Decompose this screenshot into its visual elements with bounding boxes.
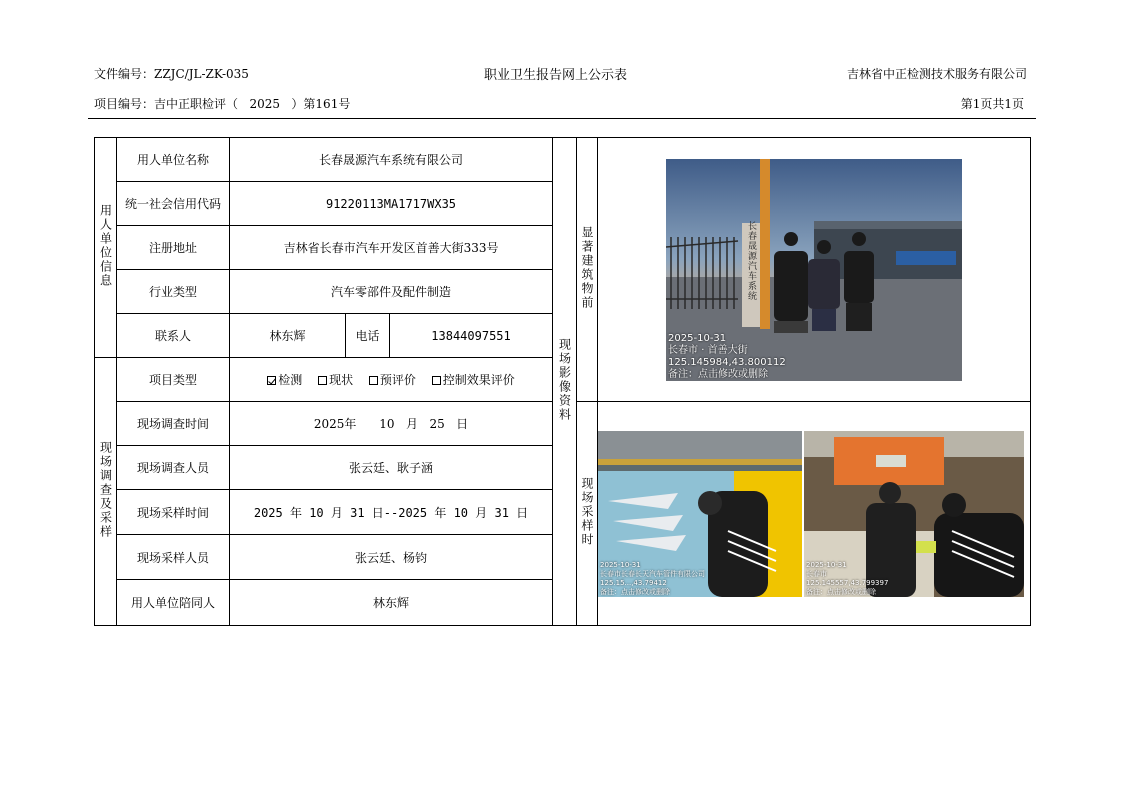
sampling-photo-label: 现场采样时 [577, 402, 598, 626]
checkbox-icon [318, 376, 327, 385]
contact-person: 林东辉 [230, 314, 346, 358]
sampling-time: 2025 年 10 月 31 日--2025 年 10 月 31 日 [230, 490, 553, 535]
gate-sign-text: 长春晟源汽车系统 [748, 221, 758, 302]
escort-person: 林东辉 [230, 580, 553, 626]
checkbox-icon [432, 376, 441, 385]
escort-label: 用人单位陪同人 [117, 580, 230, 626]
group-survey-sampling: 现场调查及采样 [95, 358, 117, 626]
credit-code-label: 统一社会信用代码 [117, 182, 230, 226]
building-photo [666, 159, 962, 381]
page-indicator: 第1页共1页 [960, 97, 1024, 111]
contact-label: 联系人 [117, 314, 230, 358]
header-divider [88, 118, 1036, 119]
employer-name: 长春晟源汽车系统有限公司 [230, 138, 553, 182]
industry-label: 行业类型 [117, 270, 230, 314]
project-type-options [230, 358, 553, 402]
image-section-title: 现场影像资料 [553, 138, 577, 626]
company-name: 吉林省中正检测技术服务有限公司 [846, 67, 1027, 81]
employer-name-label: 用人单位名称 [117, 138, 230, 182]
sampling-time-label: 现场采样时间 [117, 490, 230, 535]
sampling-photo-2 [804, 431, 1024, 597]
samplers-label: 现场采样人员 [117, 535, 230, 580]
option-control-effect[interactable]: 控制效果评价 [432, 373, 515, 387]
sampling-photo-1-stamp: 2025-10-31 长春市长春长天汽车管件有限公司 125.15...,43.79412 备注：点击修改或删除 [600, 560, 706, 596]
survey-time-label: 现场调查时间 [117, 402, 230, 446]
credit-code: 91220113MA1717WX35 [230, 182, 553, 226]
file-number: 文件编号：ZZJC/JL-ZK-035 [94, 67, 249, 81]
registered-address: 吉林省长春市汽车开发区首善大街333号 [230, 226, 553, 270]
sampling-photo-2-stamp: 2025-10-31 长春市 125.145557,43.799397 备注：点击修改或删除 [806, 560, 889, 596]
samplers: 张云廷、杨钧 [230, 535, 553, 580]
phone-label: 电话 [346, 314, 390, 358]
option-status[interactable]: 现状 [318, 373, 353, 387]
document-title: 职业卫生报告网上公示表 [484, 68, 628, 83]
address-label: 注册地址 [117, 226, 230, 270]
sampling-photos-cell [598, 402, 1031, 626]
checkbox-icon [369, 376, 378, 385]
phone-number: 13844097551 [390, 314, 553, 358]
surveyors: 张云廷、耿子涵 [230, 446, 553, 490]
surveyors-label: 现场调查人员 [117, 446, 230, 490]
checkbox-checked-icon [267, 376, 276, 385]
option-pre-evaluation[interactable]: 预评价 [369, 373, 416, 387]
building-photo-stamp: 2025-10-31 长春市 · 首善大街 125.145984,43.800112 备注：点击修改或删除 [668, 332, 786, 380]
option-testing[interactable]: 检测 [267, 373, 302, 387]
building-photo-cell [598, 138, 1031, 402]
industry-type: 汽车零部件及配件制造 [230, 270, 553, 314]
building-photo-label: 显著建筑物前 [577, 138, 598, 402]
project-type-label: 项目类型 [117, 358, 230, 402]
project-number: 项目编号：吉中正职检评（ 2025 ）第161号 [94, 97, 351, 111]
group-employer-info: 用人单位信息 [95, 138, 117, 358]
survey-time: 2025年 10 月 25 日 [230, 402, 553, 446]
sampling-photo-1 [598, 431, 802, 597]
report-table [94, 137, 1031, 626]
